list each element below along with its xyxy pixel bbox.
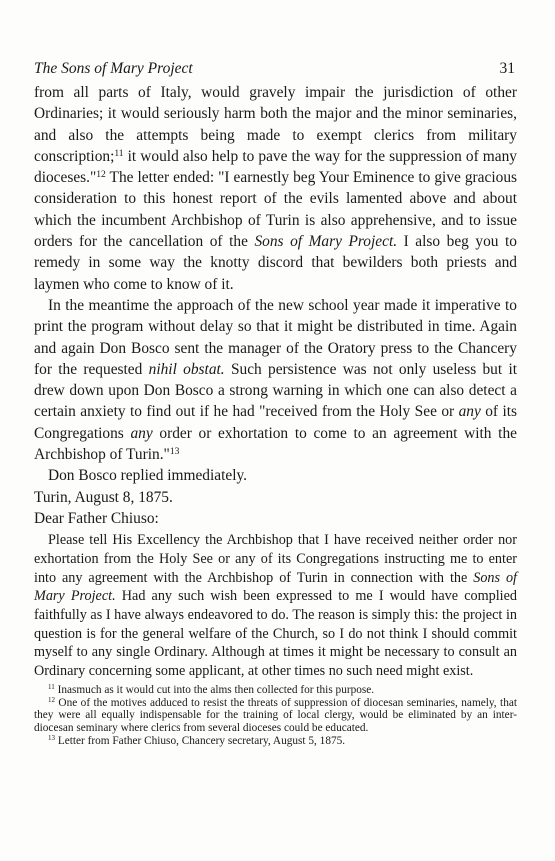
paragraph-text: it would also help to pave the way for the suppression of many dioceses." — [34, 147, 517, 187]
footnote-12 — [34, 697, 517, 735]
running-title: The Sons of Mary Project — [34, 60, 193, 77]
footnote-text: One of the motives adduced to resist the threats of suppression of diocesan seminaries, namely, that they were all equally indispensable for the training of local clergy, would be eliminated by an inter-diocesan seminary where clerics from several dioceses could be educated. — [34, 696, 517, 735]
footnote-text: Letter from Father Chiuso, Chancery secretary, August 5, 1875. — [55, 735, 346, 748]
paragraph-reply: Don Bosco replied immediately. — [48, 467, 248, 485]
paragraph-text: The letter ended: "I earnestly beg Your Eminence to give gracious consideration to this honest report of the evils lamented above and about which the incumbent Archbishop of Turin is also apprehensive, and to issue orders for the cancellation of the — [34, 169, 517, 251]
footnote-number: 13 — [48, 734, 55, 743]
project-title-italic: Sons of Mary Project. — [34, 569, 517, 605]
paragraph-meantime — [34, 295, 517, 465]
paragraph-text: In the meantime the approach of the new school year made it imperative to print the program without delay so that it might be distributed in time. Again and again Don Bosco sent the manager of the Oratory press to the Chancery for the requested — [34, 296, 517, 378]
footnote-number: 11 — [48, 683, 55, 692]
letter-text: Please tell His Excellency the Archbishop that I have received neither order nor exhortation from the Holy See or any of its Congregations instructing me to enter into any agreement with the Archbishop of Turin in connection with the — [34, 532, 517, 586]
paragraph-text: from all parts of Italy, would gravely impair the jurisdiction of other Ordinaries; it would seriously harm both the major and the minor seminaries, and also the attempts being made to exempt clerics from military conscription; — [34, 84, 517, 165]
letter-body — [34, 531, 517, 681]
paragraph-text: Such persistence was not only useless but it drew down upon Don Bosco a strong warning in which one can also detect a certain anxiety to find out if he had "received from the Holy See or — [34, 360, 518, 421]
page-body — [34, 82, 517, 748]
emphasis-any: any — [458, 403, 481, 421]
nihil-obstat-italic: nihil obstat. — [148, 360, 225, 378]
footnote-ref-11: 11 — [114, 147, 124, 159]
letter-paragraph — [34, 531, 517, 681]
paragraph-text: order or exhortation to come to an agreement with the Archbishop of Turin." — [34, 424, 517, 464]
emphasis-any: any — [130, 424, 153, 442]
page-number: 31 — [499, 60, 515, 77]
letter-date-line: Turin, August 8, 1875. — [34, 488, 173, 506]
footnotes — [34, 684, 517, 748]
project-title-italic: Sons of Mary Project. — [254, 233, 398, 251]
paragraph-text: I also beg you to remedy in some way the knotty discord that bewilders both priests and laymen who come to know of it. — [34, 233, 518, 293]
footnote-13 — [34, 735, 517, 748]
paragraph-text: of its Congregations — [34, 403, 517, 442]
footnote-text: Inasmuch as it would cut into the alms then collected for this purpose. — [54, 683, 375, 696]
footnote-11 — [34, 684, 517, 697]
running-header — [34, 58, 515, 80]
letter-text: Had any such wish been expressed to me I would have complied faithfully as I have always endeavored to do. The reason is simply this: the project in question is for the general welfare of the Church, so I do not think I should commit myself to any single Ordinary. Although at times it might be necessary to consult an Ordinary concerning some applicant, at other times no such need might exist. — [34, 588, 517, 680]
footnote-ref-13: 13 — [169, 445, 180, 457]
footnote-ref-12: 12 — [96, 168, 106, 180]
letter-salutation: Dear Father Chiuso: — [34, 509, 159, 527]
footnote-number: 12 — [48, 695, 55, 704]
paragraph-continuation — [34, 82, 517, 295]
